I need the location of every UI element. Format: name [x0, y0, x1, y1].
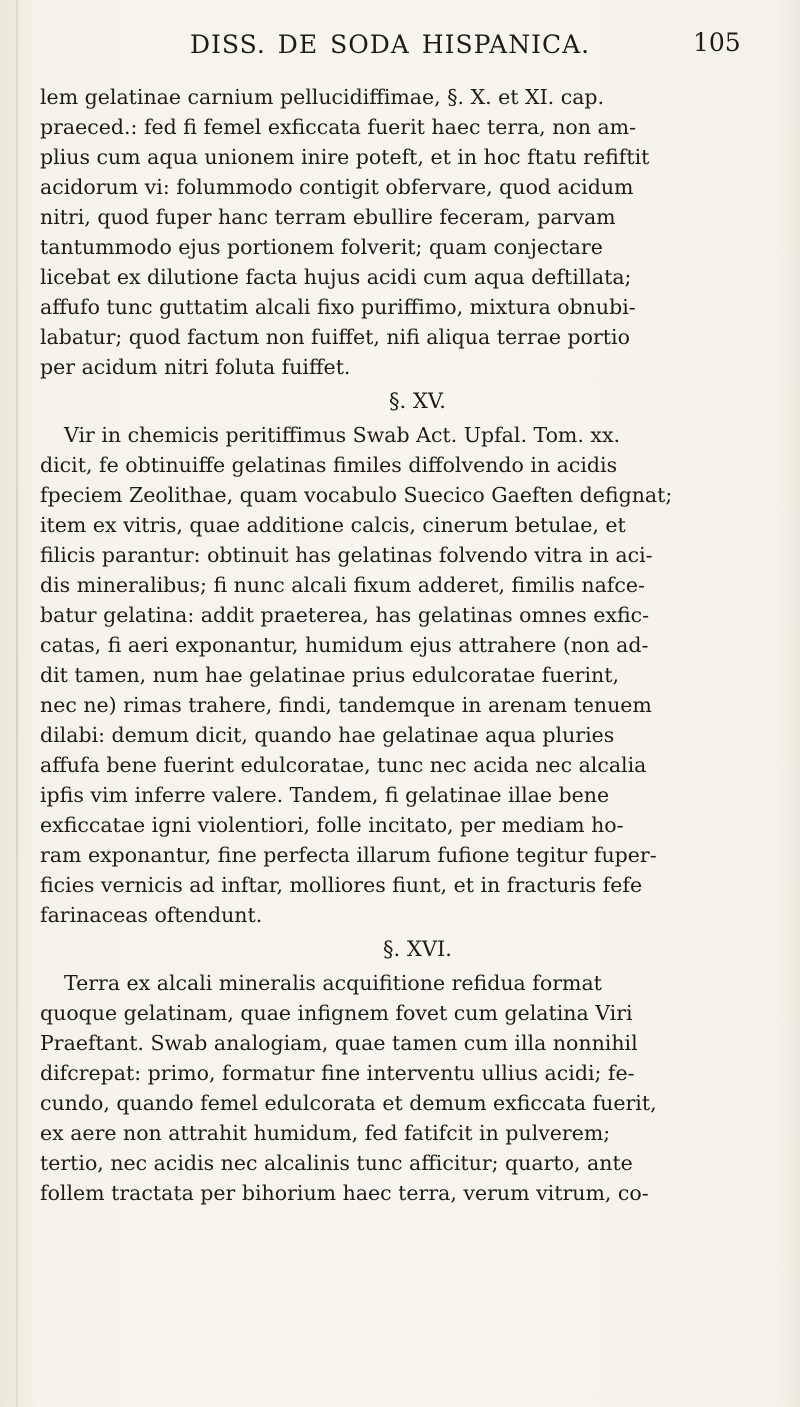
text-line: ipfis vim inferre valere. Tandem, fi gelatinae illae bene — [40, 783, 610, 807]
text-line: Terra ex alcali mineralis acquifitione refidua format — [64, 971, 602, 995]
text-line: tantummodo ejus portionem folverit; quam conjectare — [40, 235, 603, 259]
text-line: labatur; quod factum non fuiffet, nifi aliqua terrae portio — [40, 325, 630, 349]
section-heading-xv: §. XV. — [389, 389, 446, 413]
text-line: plius cum aqua unionem inire poteft, et in hoc ftatu refiftit — [40, 145, 650, 169]
text-line: nitri, quod fuper hanc terram ebullire feceram, parvam — [40, 205, 616, 229]
text-line: dicit, fe obtinuiffe gelatinas fimiles diffolvendo in acidis — [40, 453, 618, 477]
header-word-4: HISPANICA. — [421, 30, 591, 59]
text-line: nec ne) rimas trahere, findi, tandemque in arenam tenuem — [40, 693, 652, 717]
page-gutter — [16, 0, 18, 1407]
text-line: Praeftant. Swab analogiam, quae tamen cum illa nonnihil — [40, 1031, 638, 1055]
text-line: affufa bene fuerint edulcoratae, tunc nec acida nec alcalia — [40, 753, 647, 777]
text-line: affufo tunc guttatim alcali fixo puriffimo, mixtura obnubi- — [40, 295, 636, 319]
text-line: acidorum vi: folummodo contigit obfervare, quod acidum — [40, 175, 634, 199]
text-line: farinaceas oftendunt. — [40, 903, 263, 927]
header-title — [190, 30, 590, 59]
body-text — [40, 82, 785, 1208]
text-line: licebat ex dilutione facta hujus acidi cum aqua deftillata; — [40, 265, 632, 289]
text-line: tertio, nec acidis nec alcalinis tunc afficitur; quarto, ante — [40, 1151, 633, 1175]
text-line: dit tamen, num hae gelatinae prius edulcoratae fuerint, — [40, 663, 619, 687]
text-line: batur gelatina: addit praeterea, has gelatinas omnes exfic- — [40, 603, 650, 627]
running-header — [190, 30, 591, 59]
text-line: quoque gelatinam, quae infignem fovet cum gelatina Viri — [40, 1001, 633, 1025]
text-line: ex aere non attrahit humidum, fed fatifcit in pulverem; — [40, 1121, 611, 1145]
text-line: difcrepat: primo, formatur fine interventu ullius acidi; fe- — [40, 1061, 635, 1085]
text-line: follem tractata per bihorium haec terra, verum vitrum, co- — [40, 1181, 649, 1205]
text-line: exficcatae igni violentiori, folle incitato, per mediam ho- — [40, 813, 624, 837]
page-number: 105 — [693, 28, 741, 57]
text-line: item ex vitris, quae additione calcis, cinerum betulae, et — [40, 513, 626, 537]
text-line: ram exponantur, fine perfecta illarum fufione tegitur fuper- — [40, 843, 657, 867]
text-line: Vir in chemicis peritiffimus Swab Act. Upfal. Tom. xx. — [64, 423, 621, 447]
text-line: fpeciem Zeolithae, quam vocabulo Suecico Gaeften defignat; — [40, 483, 673, 507]
header-word-3: SODA — [330, 30, 410, 59]
text-line: lem gelatinae carnium pellucidiffimae, §. X. et XI. cap. — [40, 85, 605, 109]
text-line: filicis parantur: obtinuit has gelatinas folvendo vitra in aci- — [40, 543, 653, 567]
text-line: praeced.: fed fi femel exficcata fuerit haec terra, non am- — [40, 115, 637, 139]
text-line: ficies vernicis ad inftar, molliores fiunt, et in fracturis fefe — [40, 873, 643, 897]
header-word-1: DISS. — [190, 30, 266, 59]
header-word-2: DE — [277, 30, 319, 59]
text-line: dis mineralibus; fi nunc alcali fixum adderet, fimilis nafce- — [40, 573, 645, 597]
text-line: cundo, quando femel edulcorata et demum exficcata fuerit, — [40, 1091, 657, 1115]
text-line: per acidum nitri foluta fuiffet. — [40, 355, 351, 379]
section-heading-xvi: §. XVI. — [383, 937, 452, 961]
text-line: catas, fi aeri exponantur, humidum ejus attrahere (non ad- — [40, 633, 649, 657]
text-line: dilabi: demum dicit, quando hae gelatinae aqua pluries — [40, 723, 615, 747]
